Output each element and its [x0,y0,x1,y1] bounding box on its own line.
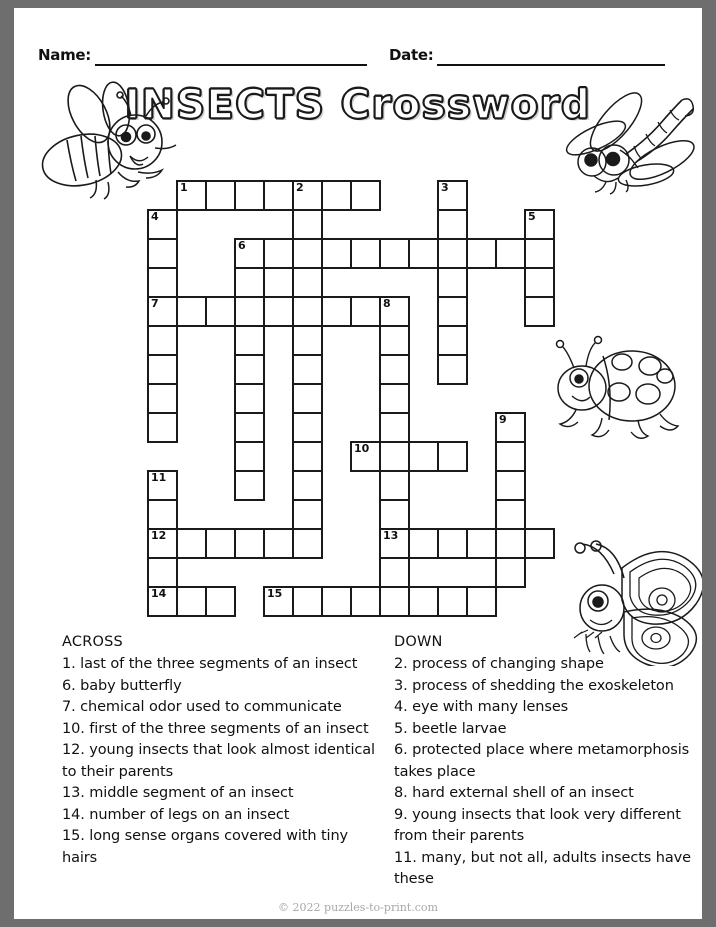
clue-item: 11. many, but not all, adults insects have these [394,849,691,887]
crossword-cell[interactable] [263,180,294,211]
crossword-cell[interactable] [437,209,468,240]
worksheet-page [14,8,702,919]
clue-section [14,634,702,896]
crossword-grid[interactable] [147,180,567,630]
clue-item: 2. process of changing shape [394,656,604,672]
crossword-cell[interactable] [524,267,555,298]
crossword-cell[interactable] [379,499,410,530]
crossword-cell[interactable] [466,528,497,559]
crossword-cell[interactable] [147,412,178,443]
crossword-cell[interactable] [292,528,323,559]
crossword-cell[interactable] [437,528,468,559]
crossword-cell[interactable] [379,325,410,356]
crossword-cell[interactable] [350,296,381,327]
cell-number: 6 [238,239,246,252]
crossword-cell[interactable] [379,383,410,414]
down-clue-column [394,634,694,891]
crossword-cell[interactable] [524,528,555,559]
crossword-cell-numbered-12[interactable] [147,528,178,559]
crossword-cell[interactable] [292,499,323,530]
crossword-cell[interactable] [205,528,236,559]
cell-number: 15 [267,587,283,600]
clue-item: 9. young insects that look very different from their parents [394,806,681,844]
crossword-cell[interactable] [437,325,468,356]
crossword-cell[interactable] [379,557,410,588]
clue-item: 6. baby butterfly [62,677,182,694]
clue-item: 14. number of legs on an insect [62,806,290,823]
crossword-cell[interactable] [408,238,439,269]
cell-number: 7 [151,297,159,310]
cell-number: 11 [151,471,167,484]
crossword-cell[interactable] [437,441,468,472]
down-heading: DOWN [394,634,443,650]
crossword-cell[interactable] [176,296,207,327]
crossword-cell[interactable] [292,267,323,298]
crossword-cell-numbered-2[interactable] [292,180,323,211]
crossword-cell-numbered-3[interactable] [437,180,468,211]
crossword-cell[interactable] [147,557,178,588]
crossword-cell[interactable] [408,441,439,472]
name-date-header [38,38,686,66]
crossword-cell[interactable] [292,296,323,327]
crossword-cell[interactable] [321,238,352,269]
crossword-cell[interactable] [495,528,526,559]
cell-number: 1 [180,181,188,194]
crossword-cell[interactable] [292,441,323,472]
cell-number: 13 [383,529,399,542]
clue-item: 6. protected place where metamorphosis takes place [394,742,690,780]
crossword-cell[interactable] [437,296,468,327]
crossword-cell[interactable] [292,238,323,269]
crossword-cell[interactable] [147,238,178,269]
crossword-cell-numbered-14[interactable] [147,586,178,617]
crossword-cell[interactable] [379,238,410,269]
crossword-cell[interactable] [292,470,323,501]
clue-item: 4. eye with many lenses [394,699,569,715]
clue-item: 10. first of the three segments of an insect [62,720,369,737]
crossword-cell[interactable] [234,354,265,385]
crossword-cell-numbered-7[interactable] [147,296,178,327]
copyright-footer: © 2022 puzzles-to-print.com [278,901,438,914]
crossword-cell[interactable] [350,180,381,211]
crossword-cell[interactable] [350,238,381,269]
crossword-cell[interactable] [321,296,352,327]
crossword-cell-numbered-9[interactable] [495,412,526,443]
dragonfly-illustration [554,80,702,195]
crossword-cell[interactable] [234,441,265,472]
crossword-cell[interactable] [147,354,178,385]
date-label: Date: [388,46,434,64]
crossword-cell-numbered-13[interactable] [379,528,410,559]
cell-number: 2 [296,181,304,194]
crossword-cell[interactable] [379,354,410,385]
name-input-line[interactable] [95,46,367,66]
clue-item: 13. middle segment of an insect [62,785,294,801]
crossword-cell[interactable] [379,412,410,443]
crossword-cell[interactable] [147,325,178,356]
crossword-cell[interactable] [234,180,265,211]
crossword-cell-numbered-11[interactable] [147,470,178,501]
name-label: Name: [38,46,91,64]
crossword-cell[interactable] [466,586,497,617]
crossword-cell[interactable] [292,325,323,356]
crossword-cell[interactable] [350,586,381,617]
across-heading: ACROSS [62,634,123,650]
crossword-cell[interactable] [147,267,178,298]
crossword-cell-numbered-15[interactable] [263,586,294,617]
crossword-cell[interactable] [234,412,265,443]
crossword-cell[interactable] [234,470,265,501]
crossword-cell[interactable] [205,180,236,211]
crossword-cell[interactable] [437,354,468,385]
cell-number: 10 [354,442,370,455]
clue-item: 8. hard external shell of an insect [394,785,634,801]
crossword-cell[interactable] [524,238,555,269]
crossword-cell[interactable] [263,238,294,269]
crossword-cell[interactable] [466,238,497,269]
crossword-cell[interactable] [437,238,468,269]
cell-number: 8 [383,297,391,310]
crossword-cell[interactable] [379,586,410,617]
crossword-cell[interactable] [263,267,294,298]
crossword-cell[interactable] [234,296,265,327]
crossword-cell[interactable] [263,296,294,327]
crossword-cell[interactable] [292,354,323,385]
crossword-cell[interactable] [176,586,207,617]
crossword-cell[interactable] [234,383,265,414]
crossword-cell[interactable] [234,267,265,298]
crossword-cell[interactable] [205,296,236,327]
crossword-cell-numbered-1[interactable] [176,180,207,211]
crossword-cell[interactable] [495,441,526,472]
crossword-cell[interactable] [495,470,526,501]
cell-number: 3 [441,181,449,194]
cell-number: 9 [499,413,507,426]
crossword-cell[interactable] [495,238,526,269]
cell-number: 5 [528,210,536,223]
page-title-text: INSECTS Crossword [124,82,592,128]
crossword-cell[interactable] [321,586,352,617]
clue-item: 12. young insects that look almost identical to their parents [62,742,375,780]
crossword-cell-numbered-6[interactable] [234,238,265,269]
clue-item: 7. chemical odor used to communicate [62,699,342,715]
crossword-cell[interactable] [176,528,207,559]
crossword-cell-numbered-5[interactable] [524,209,555,240]
cell-number: 14 [151,587,167,600]
crossword-cell[interactable] [292,209,323,240]
clue-item: 5. beetle larvae [394,720,507,737]
crossword-cell[interactable] [408,586,439,617]
clue-item: 1. last of the three segments of an insect [62,656,358,672]
crossword-cell[interactable] [292,383,323,414]
crossword-cell[interactable] [379,470,410,501]
crossword-cell[interactable] [321,180,352,211]
across-clue-column [62,634,380,869]
crossword-cell[interactable] [408,528,439,559]
crossword-cell[interactable] [379,441,410,472]
clue-item: 15. long sense organs covered with tiny hairs [62,828,349,866]
crossword-cell[interactable] [437,267,468,298]
crossword-cell-numbered-4[interactable] [147,209,178,240]
crossword-cell[interactable] [524,296,555,327]
crossword-cell[interactable] [495,499,526,530]
crossword-cell[interactable] [263,528,294,559]
crossword-cell[interactable] [292,412,323,443]
crossword-cell[interactable] [205,586,236,617]
crossword-cell[interactable] [234,325,265,356]
crossword-cell[interactable] [234,528,265,559]
crossword-cell-numbered-8[interactable] [379,296,410,327]
crossword-cell-numbered-10[interactable] [350,441,381,472]
ladybug-illustration [546,334,686,440]
cell-number: 4 [151,210,159,223]
crossword-cell[interactable] [292,586,323,617]
crossword-cell[interactable] [437,586,468,617]
date-input-line[interactable] [437,46,665,66]
across-clue-list [62,654,380,869]
crossword-cell[interactable] [495,557,526,588]
down-clue-list [394,654,694,891]
crossword-cell[interactable] [147,383,178,414]
crossword-cell[interactable] [147,499,178,530]
clue-item: 3. process of shedding the exoskeleton [394,677,674,694]
cell-number: 12 [151,529,167,542]
